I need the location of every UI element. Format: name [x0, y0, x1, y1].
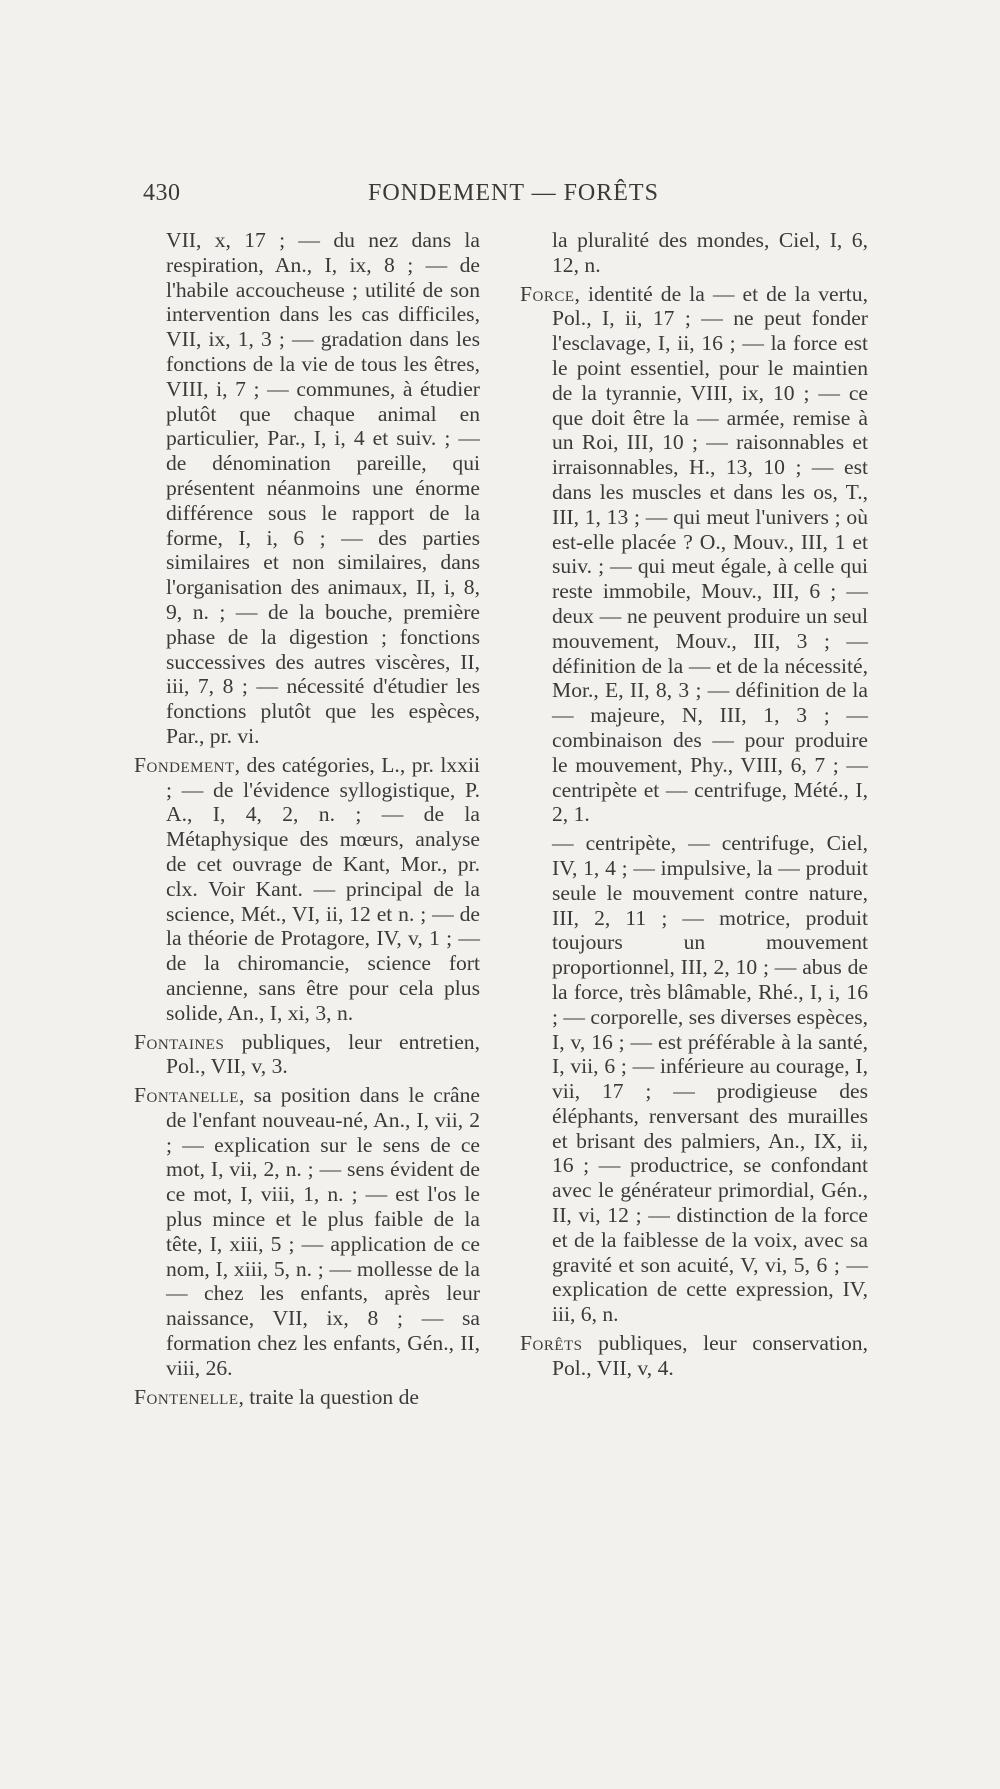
entry-head: Force: [520, 281, 575, 306]
entry-text: VII, x, 17 ; — du nez dans la respiration, An., I, ix, 8 ; — de l'habile accoucheuse ; utilité de son intervention dans les cas difficiles, VII, ix, 1, 3 ; — gradation dans les fonctions de la vie de tous les êtres, VIII, i, 7 ; — communes, à étudier plutôt que chaque animal en particulier, Par., I, i, 4 et suiv. ; — de dénomination pareille, qui présentent néanmoins une énorme différence sous le rapport de la forme, I, i, 6 ; — des parties similaires et non similaires, dans l'organisation des animaux, II, i, 8, 9, n. ; — de la bouche, première phase de la digestion ; fonctions successives des autres viscères, II, iii, 7, 8 ; — nécessité d'étudier les fonctions plutôt que les espèces, Par., pr. vi.: [166, 228, 480, 748]
entry-text: publiques, leur entretien, Pol., VII, v, 3.: [166, 1029, 480, 1079]
index-entry: [520, 228, 868, 278]
entry-text: , traite la question de: [238, 1384, 419, 1409]
entry-head: Forêts: [520, 1331, 583, 1356]
entry-text: la pluralité des mondes, Ciel, I, 6, 12, n.: [552, 228, 868, 277]
entry-head: Fondement: [134, 752, 235, 777]
index-entry: [134, 1030, 480, 1080]
entry-text: publiques, leur conservation, Pol., VII, v, 4.: [552, 1331, 868, 1380]
entry-head: Fontaines: [134, 1029, 225, 1054]
page-number: 430: [143, 180, 181, 206]
index-subentry: [520, 831, 868, 1327]
entry-text: , identité de la — et de la vertu, Pol., I, ii, 17 ; — ne peut fonder l'esclavage, I, ii, 16 ; — la force est le point essentiel, pour le maintien de la tyrannie, VIII, ix, 10 ; — ce que doit être la — armée, remise à un Roi, III, 10 ; — raisonnables et irraisonnables, H., 13, 10 ; — est dans les muscles et dans les os, T., III, 1, 13 ; — qui meut l'univers ; où est-elle placée ? O., Mouv., III, 1 et suiv. ; — qui meut égale, à celle qui reste immobile, Mouv., III, 6 ; — deux — ne peuvent produire un seul mouvement, Mouv., III, 3 ; — définition de la — et de la nécessité, Mor., E, II, 8, 3 ; — définition de la — majeure, N, III, 1, 3 ; — combinaison des — pour produire le mouvement, Phy., VIII, 6, 7 ; — centripète et — centrifuge, Mété., I, 2, 1.: [552, 281, 868, 827]
page-header: [143, 180, 673, 214]
index-entry: [134, 753, 480, 1026]
entry-text: — centripète, — centrifuge, Ciel, IV, 1, 4 ; — impulsive, la — produit seule le mouvement contre nature, III, 2, 11 ; — motrice, produit toujours un mouvement proportionnel, III, 2, 10 ; — abus de la force, très blâmable, Rhé., I, i, 16 ; — corporelle, ses diverses espèces, I, v, 16 ; — est préférable à la santé, I, vii, 6 ; — inférieure au courage, I, vii, 17 ; — prodigieuse des éléphants, renversant des murailles et brisant des palmiers, An., IX, ii, 16 ; — productrice, se confondant avec le générateur primordial, Gén., II, vi, 12 ; — distinction de la force et de la faiblesse de la voix, avec sa gravité et son acuité, V, vi, 5, 6 ; — explication de cette expression, IV, iii, 6, n.: [552, 831, 868, 1327]
index-entry: [520, 282, 868, 828]
left-column: [134, 228, 480, 1413]
index-entry: [134, 1385, 480, 1410]
entry-text: , des catégories, L., pr. lxxii ; — de l'évidence syllogistique, P. A., I, 4, 2, n. ; — de la Métaphysique des mœurs, analyse de cet ouvrage de Kant, Mor., pr. clx. Voir Kant. — principal de la science, Mét., VI, ii, 12 et n. ; — de la théorie de Protagore, IV, v, 1 ; — de la chiromancie, science fort ancienne, sans être pour cela plus solide, An., I, xi, 3, n.: [166, 752, 480, 1025]
index-entry: [134, 228, 480, 749]
index-entry: [520, 1331, 868, 1381]
entry-head: Fontanelle: [134, 1083, 239, 1108]
entry-text: , sa position dans le crâne de l'enfant nouveau-né, An., I, vii, 2 ; — explication sur le sens de ce mot, I, vii, 2, n. ; — sens évident de ce mot, I, viii, 1, n. ; — est l'os le plus mince et le plus faible de la tête, I, xiii, 5 ; — application de ce nom, I, xiii, 5, n. ; — mollesse de la — chez les enfants, après leur naissance, VII, ix, 8 ; — sa formation chez les enfants, Gén., II, viii, 26.: [166, 1083, 480, 1380]
entry-head: Fontenelle: [134, 1384, 239, 1409]
right-column: [520, 228, 868, 1385]
index-entry: [134, 1083, 480, 1381]
running-head: FONDEMENT — FORÊTS: [368, 180, 659, 206]
